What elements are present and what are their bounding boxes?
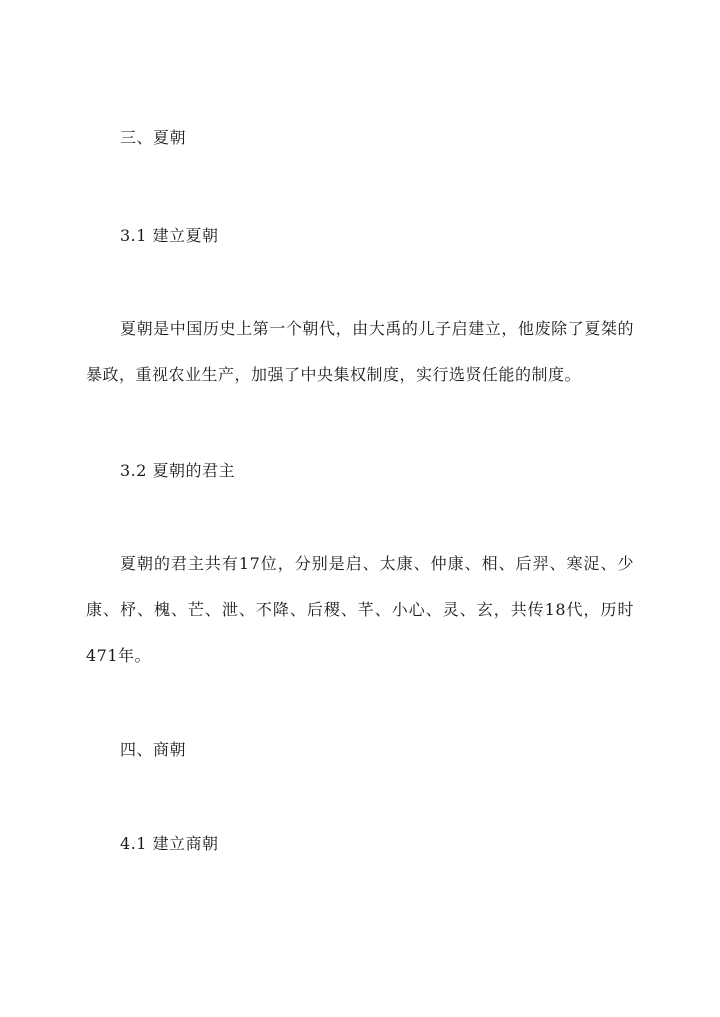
subsection-heading-founding-shang: 4.1 建立商朝 bbox=[120, 834, 219, 853]
paragraph-founding-xia: 夏朝是中国历史上第一个朝代，由大禹的儿子启建立，他废除了夏桀的暴政，重视农业生产，加强了中央集权制度，实行选贤任能的制度。 bbox=[86, 319, 634, 384]
subsection-heading-xia-rulers: 3.2 夏朝的君主 bbox=[120, 461, 236, 480]
section-heading-xia: 三、夏朝 bbox=[120, 128, 187, 147]
section-heading-shang: 四、商朝 bbox=[120, 740, 187, 759]
paragraph-xia-rulers: 夏朝的君主共有17位，分别是启、太康、仲康、相、后羿、寒浞、少康、杼、槐、芒、泄、不降、后稷、芊、小心、灵、玄，共传18代，历时471年。 bbox=[86, 554, 634, 665]
subsection-heading-founding-xia: 3.1 建立夏朝 bbox=[120, 226, 219, 245]
